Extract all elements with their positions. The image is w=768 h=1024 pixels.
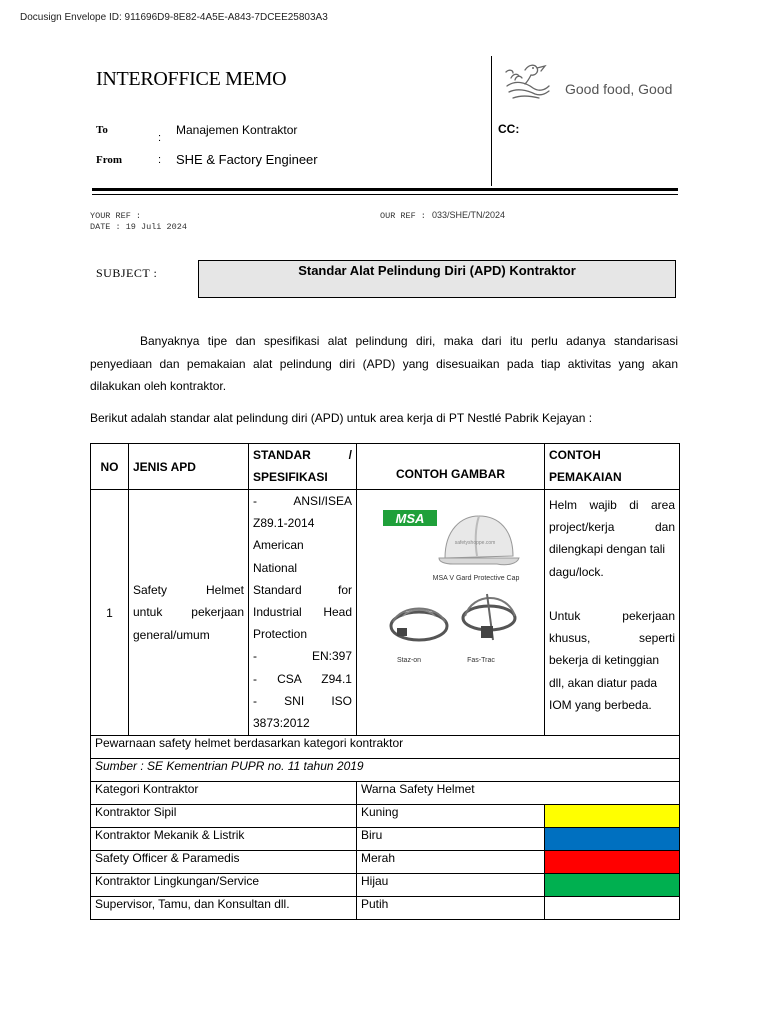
spec-standard: Standard bbox=[253, 582, 302, 597]
usage-di: di bbox=[629, 498, 639, 512]
usage-ketinggian: bekerja di ketinggian bbox=[549, 653, 660, 668]
our-ref-value: 033/SHE/TN/2024 bbox=[432, 210, 506, 220]
cap-caption: MSA V Gard Protective Cap bbox=[432, 575, 520, 582]
msa-brand: MSA bbox=[395, 511, 425, 526]
color-header-row bbox=[91, 782, 680, 805]
usage-area: area bbox=[650, 498, 676, 512]
usage-iom: IOM yang berbeda. bbox=[549, 697, 652, 712]
table-row bbox=[91, 851, 680, 874]
to-colon: : bbox=[158, 132, 162, 144]
table-row bbox=[91, 828, 680, 851]
jenis-word-1: Safety bbox=[133, 583, 168, 598]
header-rule-thick bbox=[92, 188, 678, 191]
spec-ansi: ANSI/ISEA bbox=[293, 494, 352, 508]
spec-3873: 3873:2012 bbox=[253, 716, 310, 731]
usage-dilengkapi: dilengkapi dengan tali bbox=[549, 542, 666, 557]
header-jenis-apd: JENIS APD bbox=[129, 444, 249, 490]
spec-iso: ISO bbox=[331, 693, 352, 708]
spec-protection: Protection bbox=[253, 627, 308, 642]
color-swatch-yellow bbox=[545, 805, 680, 828]
table-row bbox=[91, 897, 680, 920]
table-row bbox=[91, 874, 680, 897]
header-rule-thin bbox=[92, 194, 678, 195]
header-pemakaian: PEMAKAIAN bbox=[549, 470, 622, 485]
to-value: Manajemen Kontraktor bbox=[176, 123, 298, 137]
header-standar bbox=[249, 444, 357, 490]
jenis-word-2: Helmet bbox=[205, 583, 244, 598]
warna-cell: Hijau bbox=[357, 874, 545, 897]
subject-label: SUBJECT : bbox=[96, 266, 158, 280]
your-ref: YOUR REF : bbox=[90, 211, 142, 221]
spec-industrial: Industrial bbox=[253, 605, 302, 620]
kategori-cell: Kontraktor Sipil bbox=[91, 805, 357, 828]
spec-national: National bbox=[253, 560, 298, 575]
usage-untuk: Untuk bbox=[549, 609, 581, 624]
from-value: SHE & Factory Engineer bbox=[176, 152, 318, 167]
body-paragraph-1: Banyaknya tipe dan spesifikasi alat pelindung diri, maka dari itu perlu adanya standarisasi penyediaan dan pemakaian alat pelindung diri (APD) yang disesuaikan pada tiap aktivitas yang akan dilakukan oleh kontraktor. bbox=[90, 334, 678, 393]
kategori-header: Kategori Kontraktor bbox=[91, 782, 357, 805]
spec-head: Head bbox=[323, 605, 352, 620]
helmet-illustration bbox=[357, 500, 543, 675]
color-swatch-white bbox=[545, 897, 680, 920]
envelope-id: Docusign Envelope ID: 911696D9-8E82-4A5E-A843-7DCEE25803A3 bbox=[20, 12, 328, 23]
spec-en397: EN:397 bbox=[311, 649, 352, 664]
header-standar-slash: / bbox=[348, 448, 352, 462]
sumber-row bbox=[91, 759, 680, 782]
usage-helm: Helm bbox=[549, 498, 578, 512]
header-divider bbox=[491, 56, 492, 186]
spec-dash-1: - bbox=[253, 494, 257, 508]
from-label: From bbox=[96, 154, 123, 166]
table-header-row bbox=[91, 444, 680, 490]
pewarnaan-text: Pewarnaan safety helmet berdasarkan kategori kontraktor bbox=[91, 736, 680, 759]
spec-dash-3: - bbox=[253, 671, 257, 686]
kategori-cell: Kontraktor Mekanik & Listrik bbox=[91, 828, 357, 851]
spec-dash-4: - bbox=[253, 693, 257, 708]
jenis-word-4: pekerjaan bbox=[191, 605, 244, 620]
header-contoh-gambar: CONTOH GAMBAR bbox=[357, 444, 545, 490]
kategori-cell: Supervisor, Tamu, dan Konsultan dll. bbox=[91, 897, 357, 920]
table-row bbox=[91, 490, 680, 736]
usage-dan: dan bbox=[654, 520, 675, 535]
apd-table bbox=[90, 443, 680, 920]
row-spesifikasi bbox=[249, 490, 357, 736]
usage-dll: dll, akan diatur pada bbox=[549, 675, 658, 690]
color-swatch-red bbox=[545, 851, 680, 874]
usage-dagu: dagu/lock. bbox=[549, 564, 604, 579]
warna-cell: Biru bbox=[357, 828, 545, 851]
row-contoh-gambar bbox=[357, 490, 545, 736]
jenis-word-3: untuk bbox=[133, 605, 163, 620]
spec-sni: SNI bbox=[284, 693, 305, 708]
warna-cell: Putih bbox=[357, 897, 545, 920]
jenis-word-5: general/umum bbox=[133, 627, 210, 642]
row-no: 1 bbox=[91, 490, 129, 736]
warna-cell: Merah bbox=[357, 851, 545, 874]
usage-wajib: wajib bbox=[589, 498, 617, 512]
spec-dash-2: - bbox=[253, 649, 257, 664]
staz-caption: Staz-on bbox=[396, 657, 422, 664]
sumber-text: Sumber : SE Kementrian PUPR no. 11 tahun 2019 bbox=[91, 759, 680, 782]
usage-project: project/kerja bbox=[549, 520, 615, 535]
usage-khusus: khusus, bbox=[549, 631, 591, 646]
body-paragraph-2: Berikut adalah standar alat pelindung diri (APD) untuk area kerja di PT Nestlé Pabrik Kejayan : bbox=[90, 411, 593, 425]
kategori-cell: Kontraktor Lingkungan/Service bbox=[91, 874, 357, 897]
memo-date: DATE : 19 Juli 2024 bbox=[90, 222, 187, 232]
our-ref-label: OUR REF : bbox=[380, 211, 426, 221]
spec-american: American bbox=[253, 538, 304, 553]
usage-seperti: seperti bbox=[638, 631, 675, 646]
subject-box bbox=[198, 260, 676, 298]
memo-title: INTEROFFICE MEMO bbox=[96, 68, 287, 90]
header-spesifikasi: SPESIFIKASI bbox=[253, 470, 328, 485]
header-contoh-pemakaian bbox=[545, 444, 680, 490]
tagline: Good food, Good bbox=[565, 81, 673, 97]
kategori-cell: Safety Officer & Paramedis bbox=[91, 851, 357, 874]
header-no: NO bbox=[91, 444, 129, 490]
warna-cell: Kuning bbox=[357, 805, 545, 828]
color-swatch-blue bbox=[545, 828, 680, 851]
warna-header: Warna Safety Helmet bbox=[357, 782, 680, 805]
spec-for: for bbox=[337, 582, 352, 597]
spec-z94: Z94.1 bbox=[321, 671, 352, 686]
color-swatch-green bbox=[545, 874, 680, 897]
cc-label: CC: bbox=[498, 122, 520, 136]
to-label: To bbox=[96, 124, 108, 136]
image-watermark: safetyshoppe.com bbox=[454, 540, 496, 546]
usage-pekerjaan: pekerjaan bbox=[622, 609, 675, 624]
from-colon: : bbox=[158, 154, 162, 166]
spec-z89: Z89.1-2014 bbox=[253, 516, 315, 531]
fas-caption: Fas-Trac bbox=[467, 657, 495, 664]
header-contoh: CONTOH bbox=[549, 448, 601, 462]
fas-trac-suspension-icon bbox=[463, 594, 515, 640]
subject-text: Standar Alat Pelindung Diri (APD) Kontraktor bbox=[298, 263, 576, 278]
nestle-nest-logo-icon bbox=[503, 60, 551, 102]
staz-on-suspension-icon bbox=[391, 609, 447, 641]
header-standar-word: STANDAR bbox=[253, 448, 311, 462]
pewarnaan-row bbox=[91, 736, 680, 759]
row-jenis-apd bbox=[129, 490, 249, 736]
row-contoh-pemakaian bbox=[545, 490, 680, 736]
spec-csa: CSA bbox=[277, 671, 302, 686]
table-row bbox=[91, 805, 680, 828]
